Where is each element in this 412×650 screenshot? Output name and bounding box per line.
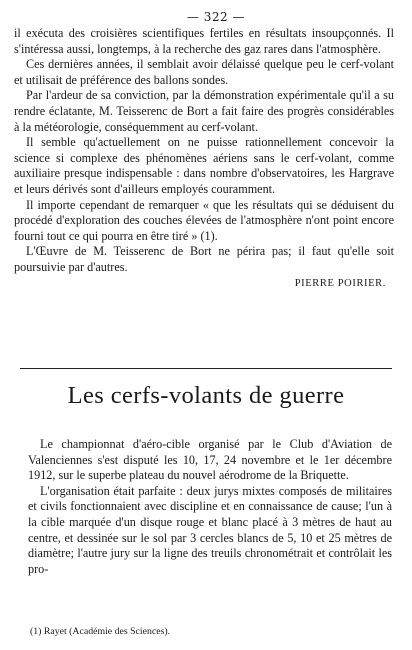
article-end xyxy=(14,26,394,276)
footnote: (1) Rayet (Académie des Sciences). xyxy=(30,626,171,637)
paragraph: Ces dernières années, il semblait avoir délaissé quelque peu le cerf-volant et utilisait de préférence des ballons sondes. xyxy=(14,57,394,87)
paragraph: Par l'ardeur de sa conviction, par la démonstration expérimentale qu'il a su rendre éclatante, M. Teisserenc de Bort a fait faire des progrès considérables à la météorologie, conséquemment au cerf-volant. xyxy=(14,88,394,134)
section-title: Les cerfs-volants de guerre xyxy=(67,382,345,409)
section-divider xyxy=(20,368,392,369)
page-number: — 322 — xyxy=(186,10,246,24)
page xyxy=(14,10,394,289)
paragraph: Il semble qu'actuellement on ne puisse rationnellement concevoir la science si complexe des phénomènes aériens sans le cerf-volant, comme auxiliaire presque indispensable : dans nombre d'observatoires, les Hargrave et leurs dérivés sont d'ailleurs employés couramment. xyxy=(14,135,394,196)
section-body xyxy=(28,437,392,577)
paragraph: Le championnat d'aéro-cible organisé par le Club d'Aviation de Valenciennes s'est disputé les 10, 17, 24 novembre et le 1er décembre 1912, sur le superbe plateau du nouvel aérodrome de la Briquette. xyxy=(28,437,392,483)
paragraph: Il importe cependant de remarquer « que les résultats qui se déduisent du procédé d'exploration des couches élevées de l'atmosphère n'ont point encore fourni tout ce qui pourra en être tiré » (1). xyxy=(14,197,394,243)
paragraph: L'organisation était parfaite : deux jurys mixtes composés de militaires et civils fonctionnaient avec discipline et en connaissance de cause; l'un à la cible marquée d'un disque rouge et blanc placé à 3 mètres de haut au centre, et dessinée sur le sol par 3 cercles blancs de 5, 10 et 25 mètres de diamètre; l'autre jury sur la ligne des treuils chronométrait et contrôlait les pro- xyxy=(28,483,392,576)
author-signature: PIERRE POIRIER. xyxy=(294,277,386,289)
paragraph: il exécuta des croisières scientifiques fertiles en résultats insoupçonnés. Il s'intéressa aussi, longtemps, à la recherche des gaz rares dans l'atmosphère. xyxy=(14,26,394,56)
paragraph: L'Œuvre de M. Teisserenc de Bort ne périra pas; il faut qu'elle soit poursuivie par d'autres. xyxy=(14,244,394,274)
